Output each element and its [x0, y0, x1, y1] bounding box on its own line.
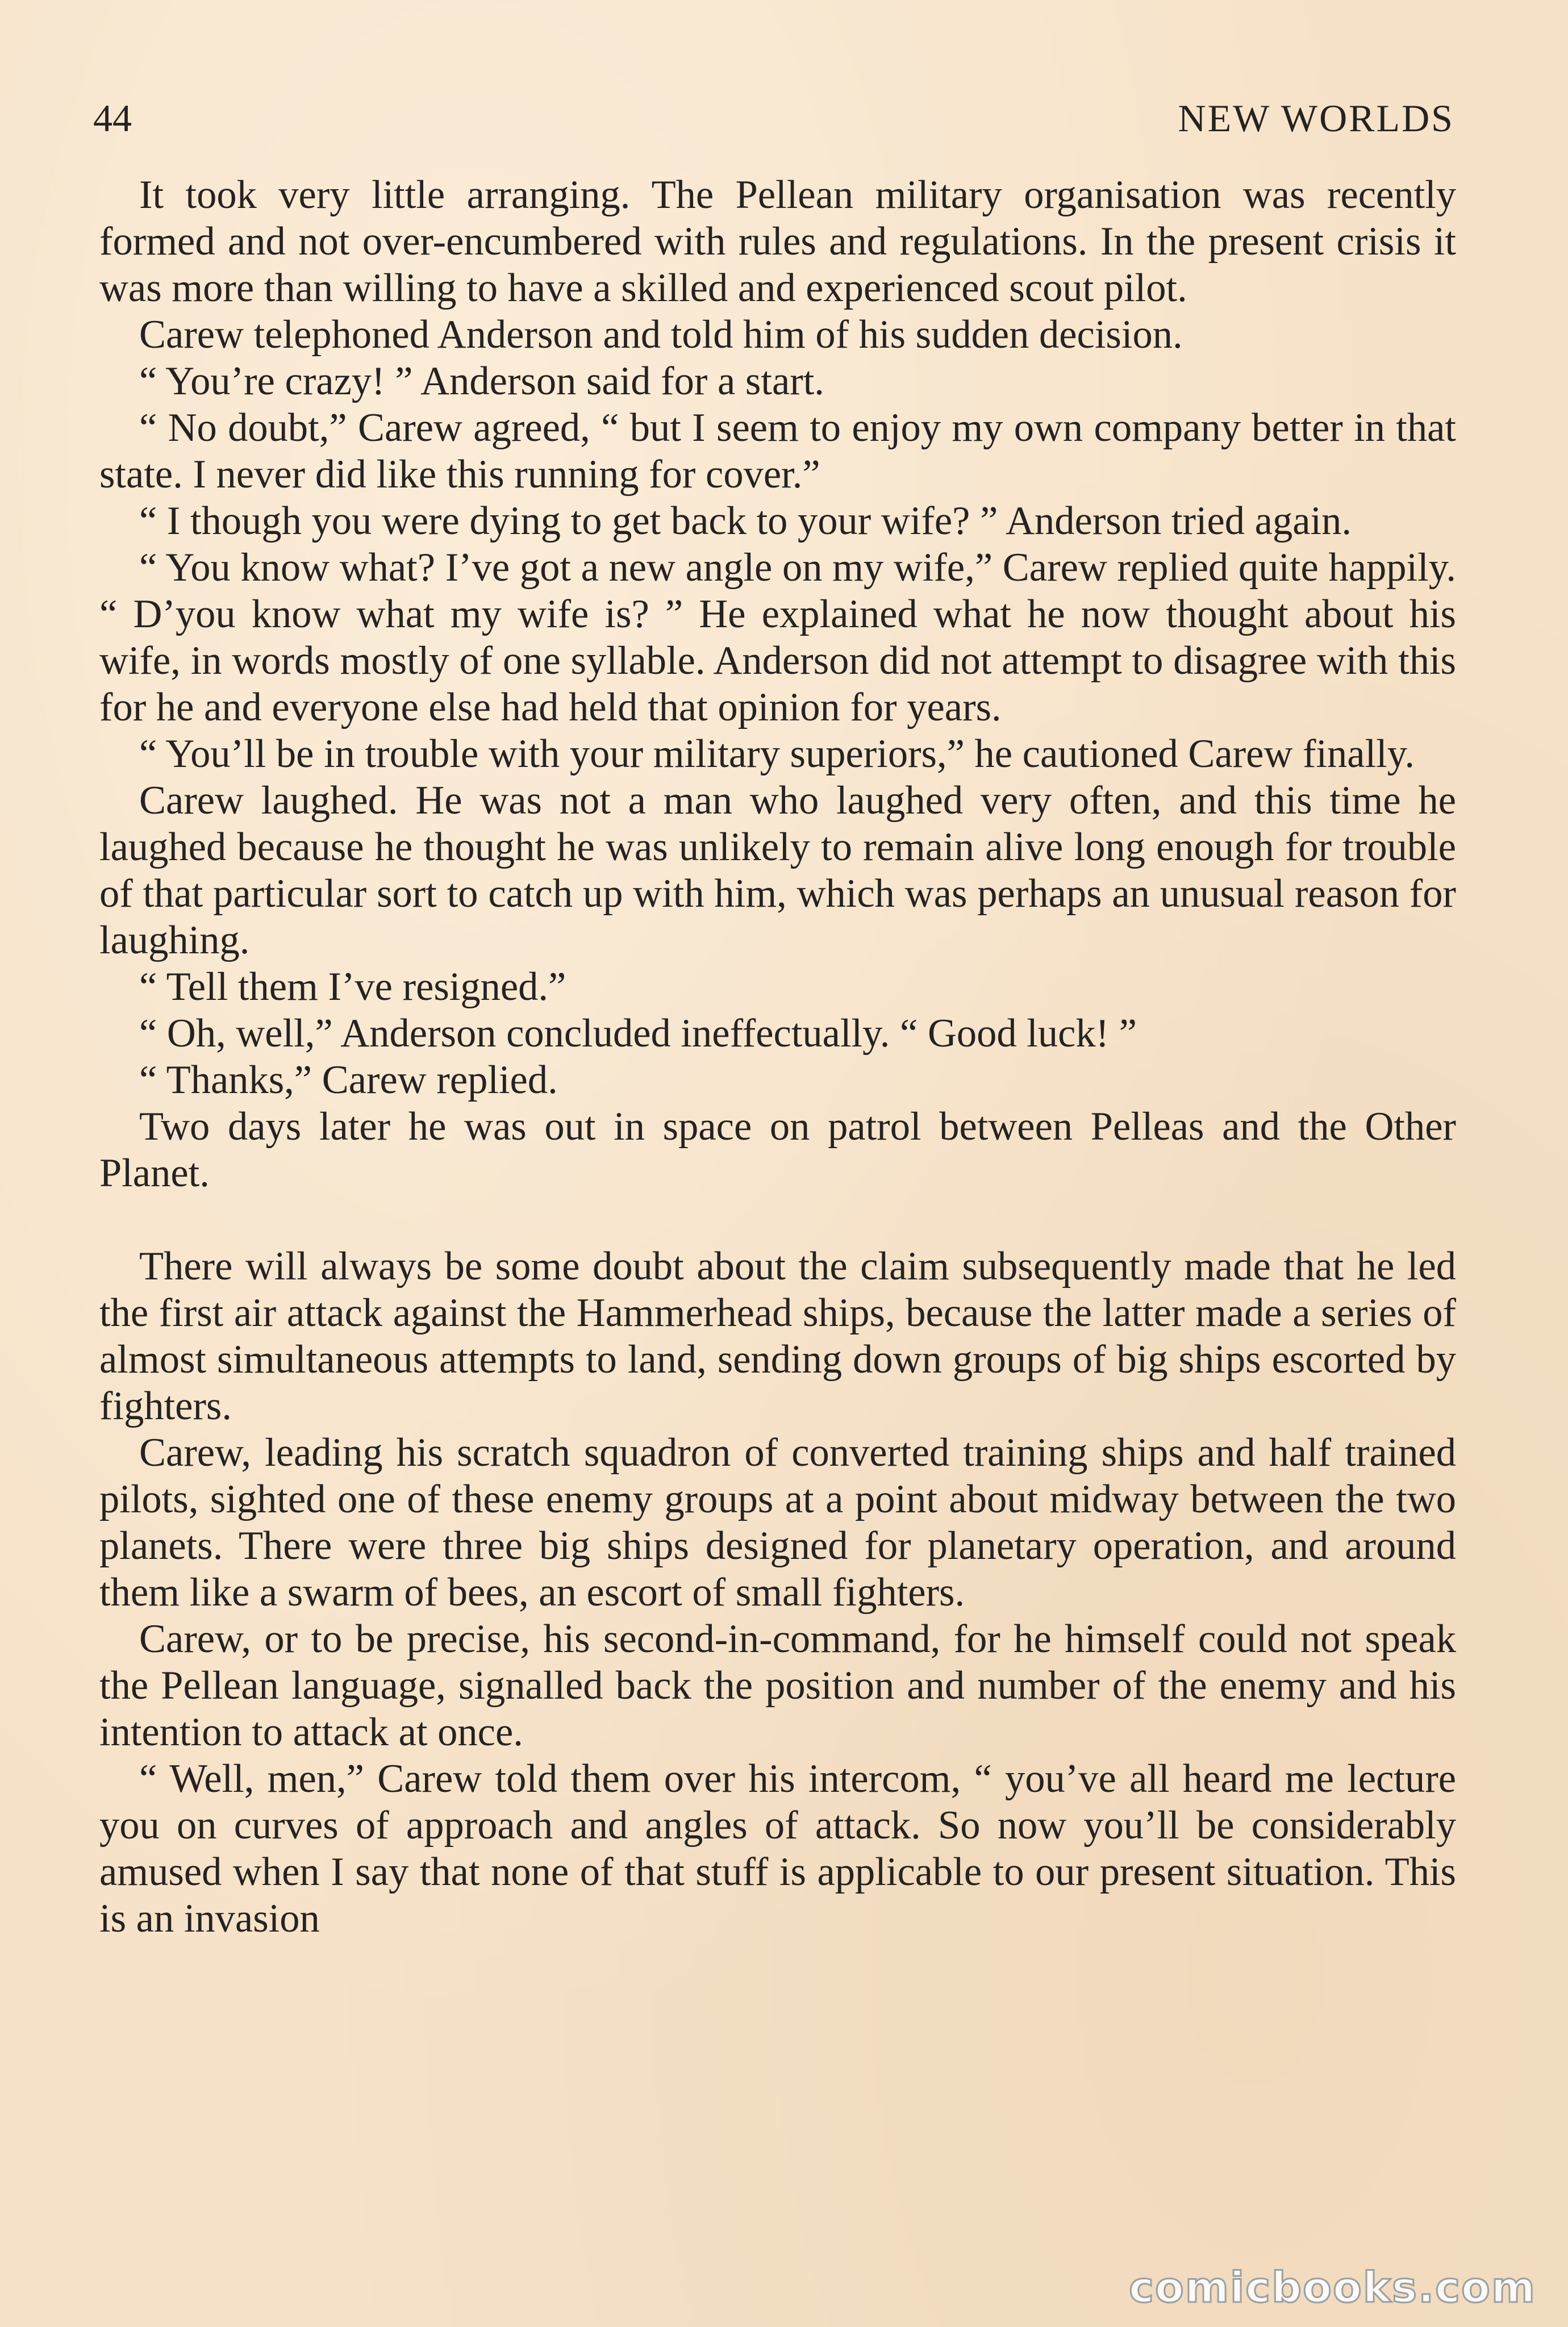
paragraph: “ You’re crazy! ” Anderson said for a start.: [139, 359, 824, 403]
paragraph: “ Thanks,” Carew replied.: [139, 1058, 558, 1102]
page-number: 44: [93, 97, 132, 140]
paragraph: “ You’ll be in trouble with your military superiors,” he cautioned Carew finally.: [139, 732, 1415, 776]
paragraph: Carew laughed. He was not a man who laughed very often, and this time he laughed because he thought he was unlikely to remain alive long enough for trouble of that particular sort to catch up with him, which was perhaps an unusual reason for laughing.: [99, 778, 1456, 962]
paragraph: “ I though you were dying to get back to your wife? ” Anderson tried again.: [139, 499, 1352, 543]
running-head: [93, 90, 1454, 147]
paragraph: “ Tell them I’ve resigned.”: [139, 965, 566, 1009]
paragraph: “ No doubt,” Carew agreed, “ but I seem to enjoy my own company better in that state. I never did like this running for cover.”: [99, 406, 1456, 497]
paragraph: “ Oh, well,” Anderson concluded ineffectually. “ Good luck! ”: [139, 1011, 1137, 1056]
watermark: comicbooks.com: [1129, 2263, 1536, 2312]
paragraph: “ Well, men,” Carew told them over his intercom, “ you’ve all heard me lecture you on curves of approach and angles of attack. So now you’ll be considerably amused when I say that none of that stuff is applicable to our present situation. This is an invasion: [99, 1757, 1456, 1941]
paragraph: It took very little arranging. The Pellean military organisation was recently formed and not over-encumbered with rules and regulations. In the present crisis it was more than willing to have a skilled and experienced scout pilot.: [99, 173, 1456, 310]
paragraph: “ You know what? I’ve got a new angle on my wife,” Carew replied quite happily. “ D’you know what my wife is? ” He explained what he now thought about his wife, in words mostly of one syllable. Anderson did not attempt to disagree with this for he and everyone else had held that opinion for years.: [99, 545, 1456, 729]
body-text: [99, 172, 1456, 1942]
paragraph: Carew, leading his scratch squadron of converted training ships and half trained pilots, sighted one of these enemy groups at a point about midway between the two planets. There were three big ships designed for planetary operation, and around them like a swarm of bees, an escort of small fighters.: [99, 1431, 1456, 1615]
paragraph: Carew, or to be precise, his second-in-command, for he himself could not speak the Pellean language, signalled back the position and number of the enemy and his intention to attack at once.: [99, 1617, 1456, 1754]
paragraph-section-start: There will always be some doubt about the claim subsequently made that he led the first air attack against the Hammerhead ships, because the latter made a series of almost simultaneous attempts to land, sending down groups of big ships escorted by fighters.: [99, 1244, 1456, 1428]
journal-title: NEW WORLDS: [1178, 97, 1454, 140]
paragraph: Carew telephoned Anderson and told him of his sudden decision.: [139, 312, 1183, 357]
paragraph: Two days later he was out in space on patrol between Pelleas and the Other Planet.: [99, 1104, 1456, 1195]
